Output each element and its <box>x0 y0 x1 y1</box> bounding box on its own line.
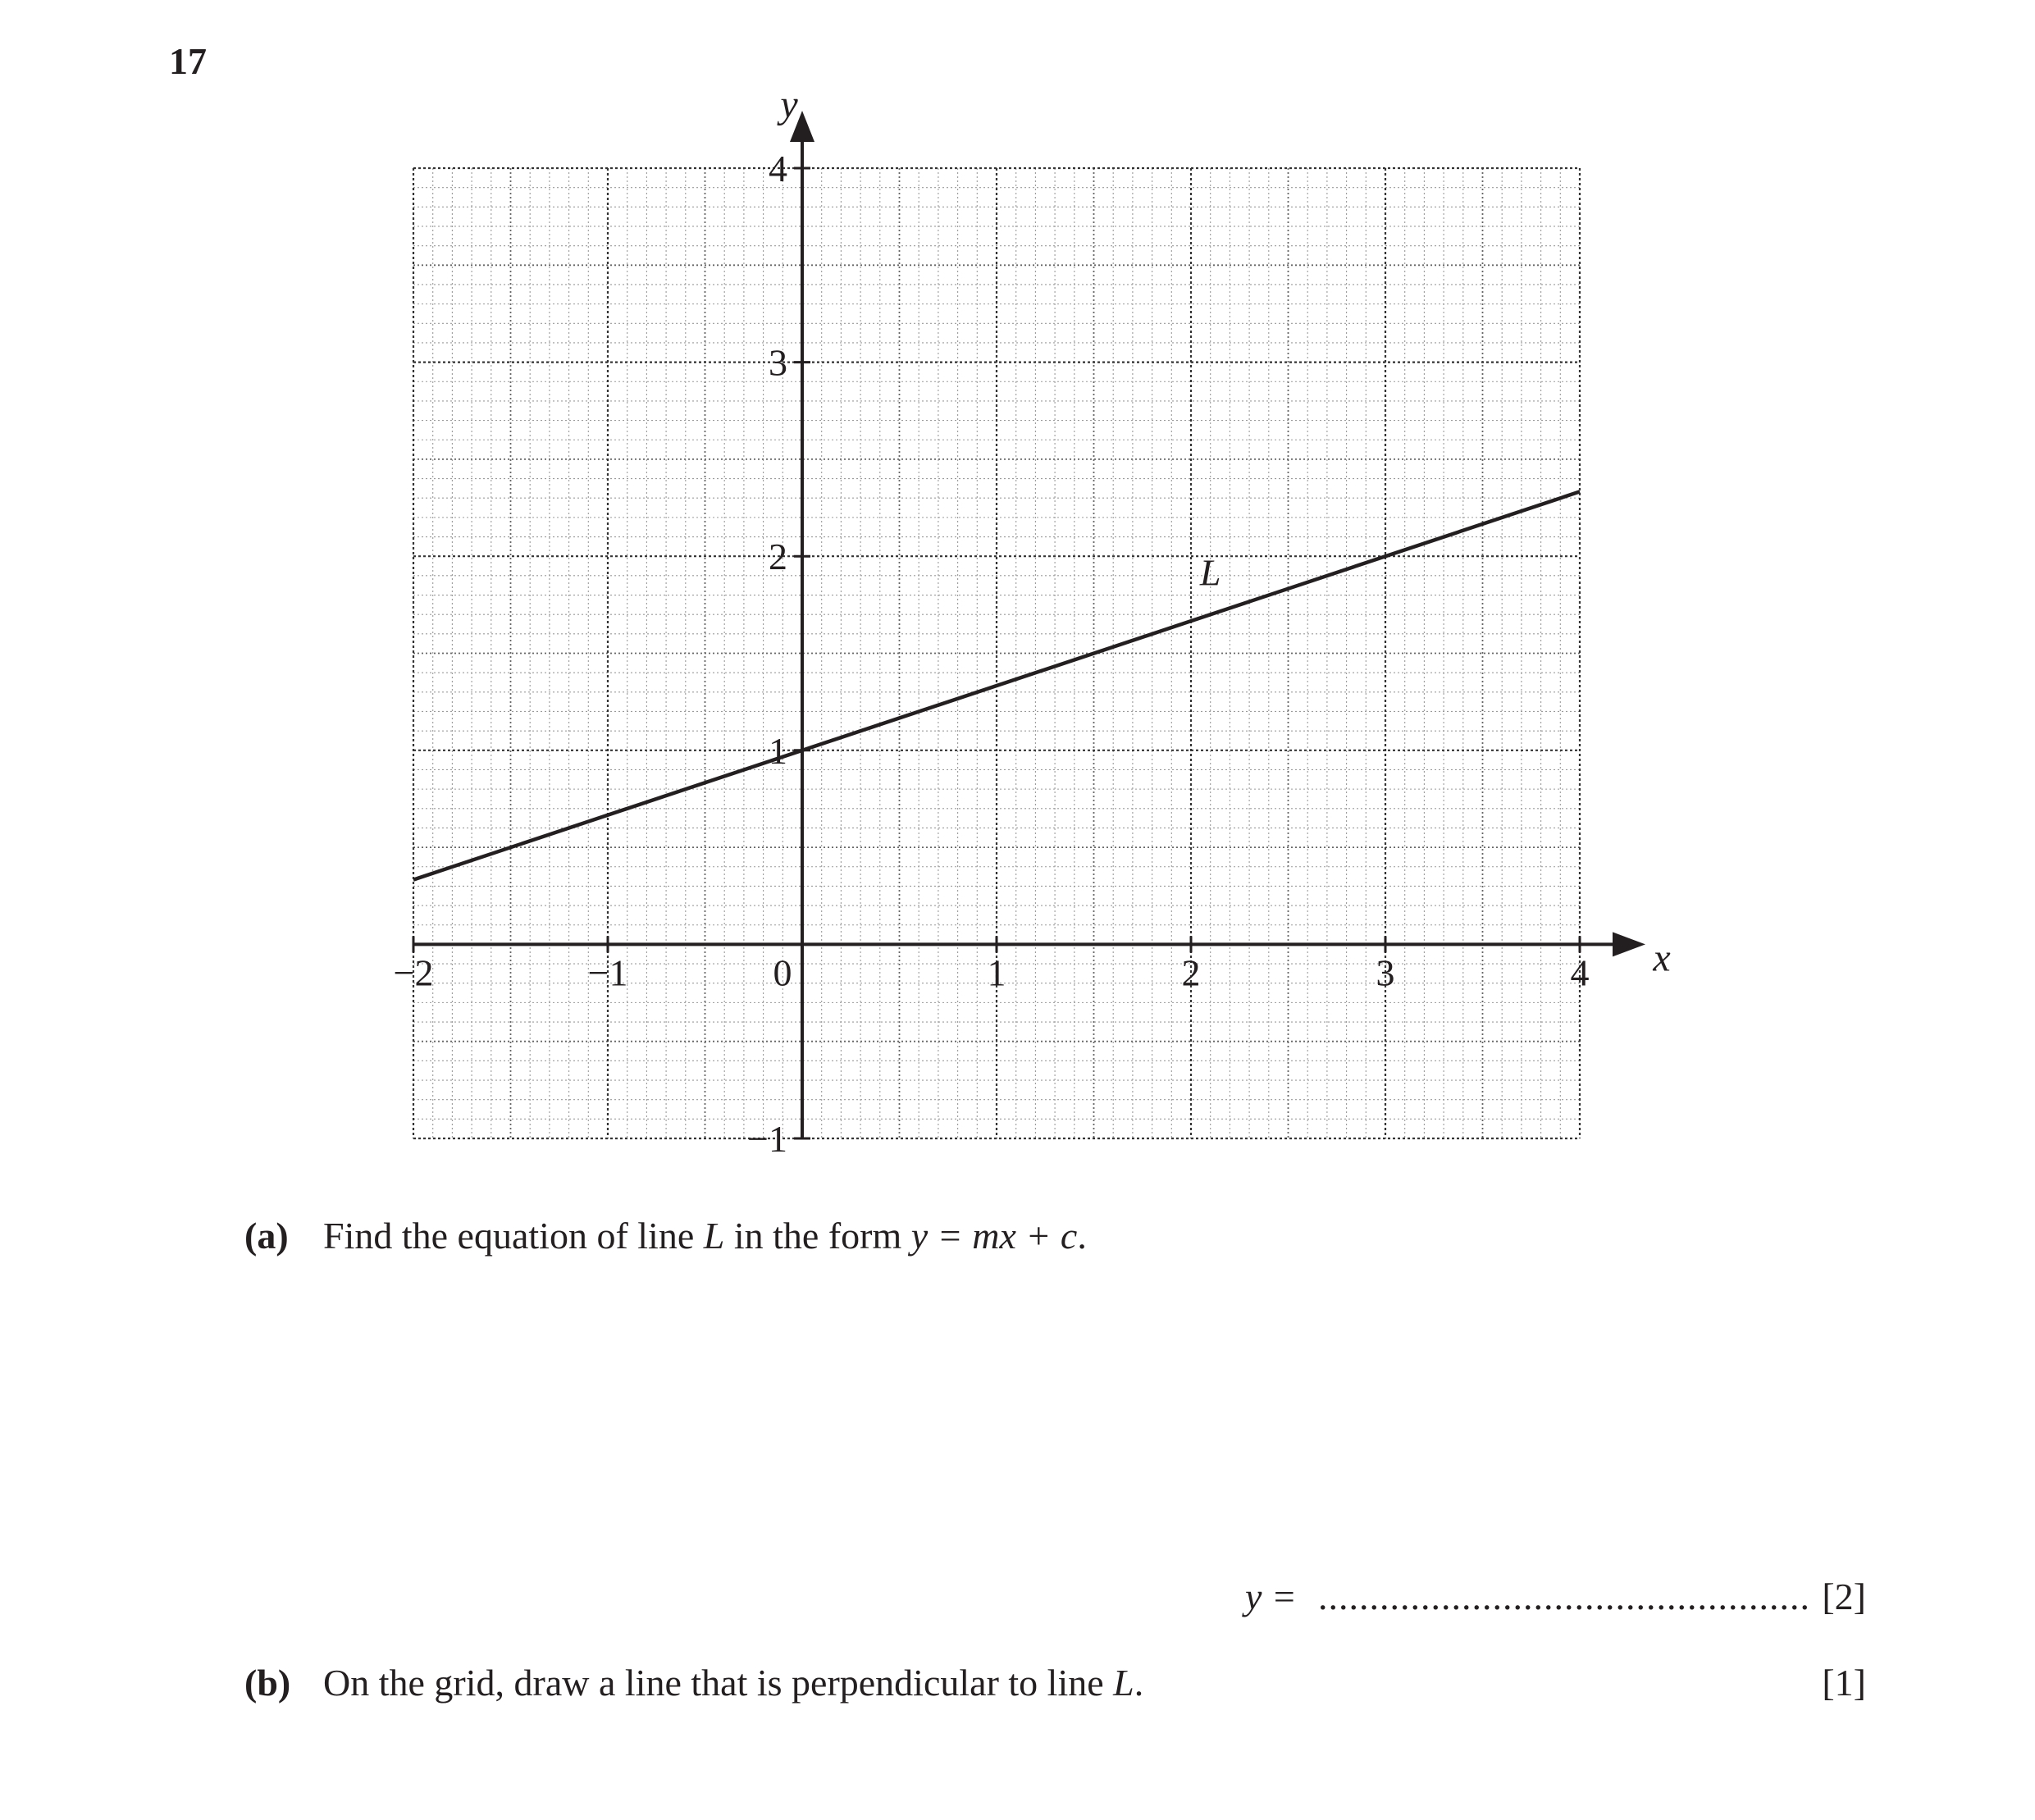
y-tick-label: −1 <box>747 1118 787 1160</box>
answer-dots[interactable]: ................................................ <box>1317 1576 1810 1617</box>
part-a <box>244 1214 1087 1257</box>
x-tick-label: 3 <box>1376 951 1395 994</box>
question-number: 17 <box>169 40 207 82</box>
y-axis-label: y <box>780 83 798 126</box>
x-tick-label: 0 <box>773 951 792 994</box>
x-tick-label: 2 <box>1181 951 1201 994</box>
line-annotations <box>1199 552 1221 594</box>
x-tick-label: 4 <box>1570 951 1590 994</box>
y-tick-label: 1 <box>769 729 787 772</box>
part-a-text-after: . <box>1077 1215 1087 1257</box>
marks-a: [2] <box>1822 1576 1866 1617</box>
part-a-line-name: L <box>703 1215 725 1257</box>
part-b-text-after: . <box>1134 1662 1144 1704</box>
y-tick-label: 2 <box>769 536 787 578</box>
part-a-text-before: Find the equation of line <box>323 1215 704 1257</box>
tick-labels <box>394 148 1590 1160</box>
part-b <box>244 1661 1143 1704</box>
line-annotation-label: L <box>1199 551 1221 594</box>
x-tick-label: −2 <box>393 951 434 994</box>
part-b-label: (b) <box>244 1662 291 1704</box>
part-a-form: y = mx + c <box>910 1215 1078 1257</box>
answer-line-a[interactable] <box>1245 1575 1810 1618</box>
x-axis-arrow <box>1613 932 1645 956</box>
y-tick-label: 4 <box>769 148 787 189</box>
x-tick-label: −1 <box>587 951 628 994</box>
part-b-text-before: On the grid, draw a line that is perpendicular to line <box>323 1662 1114 1704</box>
x-tick-label: 1 <box>987 951 1006 994</box>
part-a-label: (a) <box>244 1215 289 1257</box>
x-axis-label: x <box>1653 936 1671 980</box>
answer-prefix: y = <box>1245 1576 1297 1617</box>
y-tick-label: 3 <box>769 341 787 384</box>
marks-b: [1] <box>1822 1662 1866 1704</box>
part-b-line-name: L <box>1113 1662 1134 1704</box>
part-a-text-mid: in the form <box>724 1215 911 1257</box>
